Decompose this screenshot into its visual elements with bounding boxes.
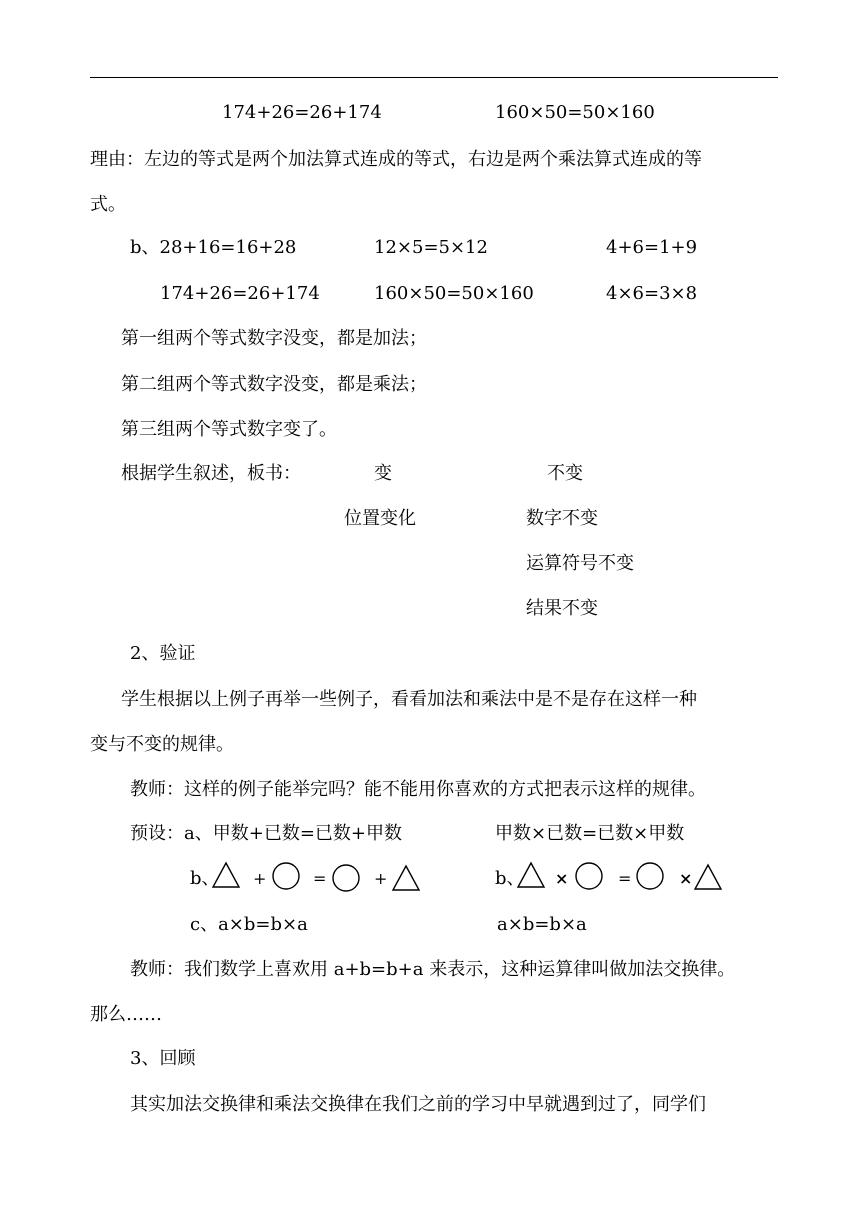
group-note-1: 第一组两个等式数字没变，都是加法； (121, 328, 427, 349)
group-b-row1-col1: b、28+16=16+28 (130, 237, 297, 258)
section-verify-heading: 2、验证 (130, 643, 196, 664)
equals-sign: = (313, 869, 327, 888)
group-b-row1-col3: 4+6=1+9 (606, 237, 698, 258)
group-b-row2-col2: 160×50=50×160 (374, 283, 534, 304)
board-result-unchanged: 结果不变 (526, 598, 598, 619)
verify-paragraph-line-2: 变与不变的规律。 (90, 734, 234, 755)
teacher-explanation-line-2: 那么…… (90, 1004, 162, 1025)
triangle-icon (516, 861, 546, 889)
preset-a-add: 预设：a、甲数+已数=已数+甲数 (130, 823, 402, 844)
board-nochange-heading: 不变 (547, 463, 583, 484)
group-note-3: 第三组两个等式数字变了。 (121, 419, 337, 440)
verify-paragraph-line-1: 学生根据以上例子再举一些例子，看看加法和乘法中是不是存在这样一种 (121, 689, 697, 710)
circle-icon (574, 861, 604, 891)
triangle-icon (693, 863, 723, 891)
teacher-explanation-line-1: 教师：我们数学上喜欢用 a+b=b+a 来表示，这种运算律叫做加法交换律。 (130, 959, 736, 980)
plus-sign: + (253, 869, 267, 888)
preset-b-add-label: b、 (190, 868, 220, 889)
equals-sign: = (618, 869, 632, 888)
board-ops-unchanged: 运算符号不变 (526, 553, 634, 574)
board-intro: 根据学生叙述，板书： (121, 463, 301, 484)
board-change-heading: 变 (374, 463, 392, 484)
circle-icon (635, 861, 665, 891)
equation-mul-commute: 160×50=50×160 (495, 102, 655, 123)
equation-add-commute: 174+26=26+174 (222, 102, 382, 123)
board-position-change: 位置变化 (344, 508, 416, 529)
triangle-icon (211, 861, 241, 889)
teacher-question: 教师：这样的例子能举完吗？能不能用你喜欢的方式把表示这样的规律。 (130, 779, 706, 800)
preset-c-mul: a×b=b×a (497, 914, 587, 935)
group-note-2: 第二组两个等式数字没变，都是乘法； (121, 374, 427, 395)
group-b-row2-col1: 174+26=26+174 (160, 283, 320, 304)
preset-a-mul: 甲数×已数=已数×甲数 (495, 823, 685, 844)
group-b-row2-col3: 4×6=3×8 (606, 283, 698, 304)
section-review-heading: 3、回顾 (130, 1048, 196, 1069)
board-digits-unchanged: 数字不变 (526, 508, 598, 529)
group-b-row1-col2: 12×5=5×12 (374, 237, 488, 258)
circle-icon (271, 861, 301, 891)
reason-line-2: 式。 (90, 194, 126, 215)
preset-b-mul-label: b、 (495, 868, 525, 889)
times-sign: × (679, 869, 693, 888)
times-sign: × (555, 869, 569, 888)
plus-sign: + (374, 869, 388, 888)
circle-icon (331, 863, 361, 893)
header-rule (90, 77, 778, 78)
preset-c-add: c、a×b=b×a (190, 914, 308, 935)
reason-line-1: 理由：左边的等式是两个加法算式连成的等式，右边是两个乘法算式连成的等 (90, 149, 702, 170)
review-paragraph-line-1: 其实加法交换律和乘法交换律在我们之前的学习中早就遇到过了，同学们 (130, 1094, 706, 1115)
triangle-icon (391, 864, 421, 892)
